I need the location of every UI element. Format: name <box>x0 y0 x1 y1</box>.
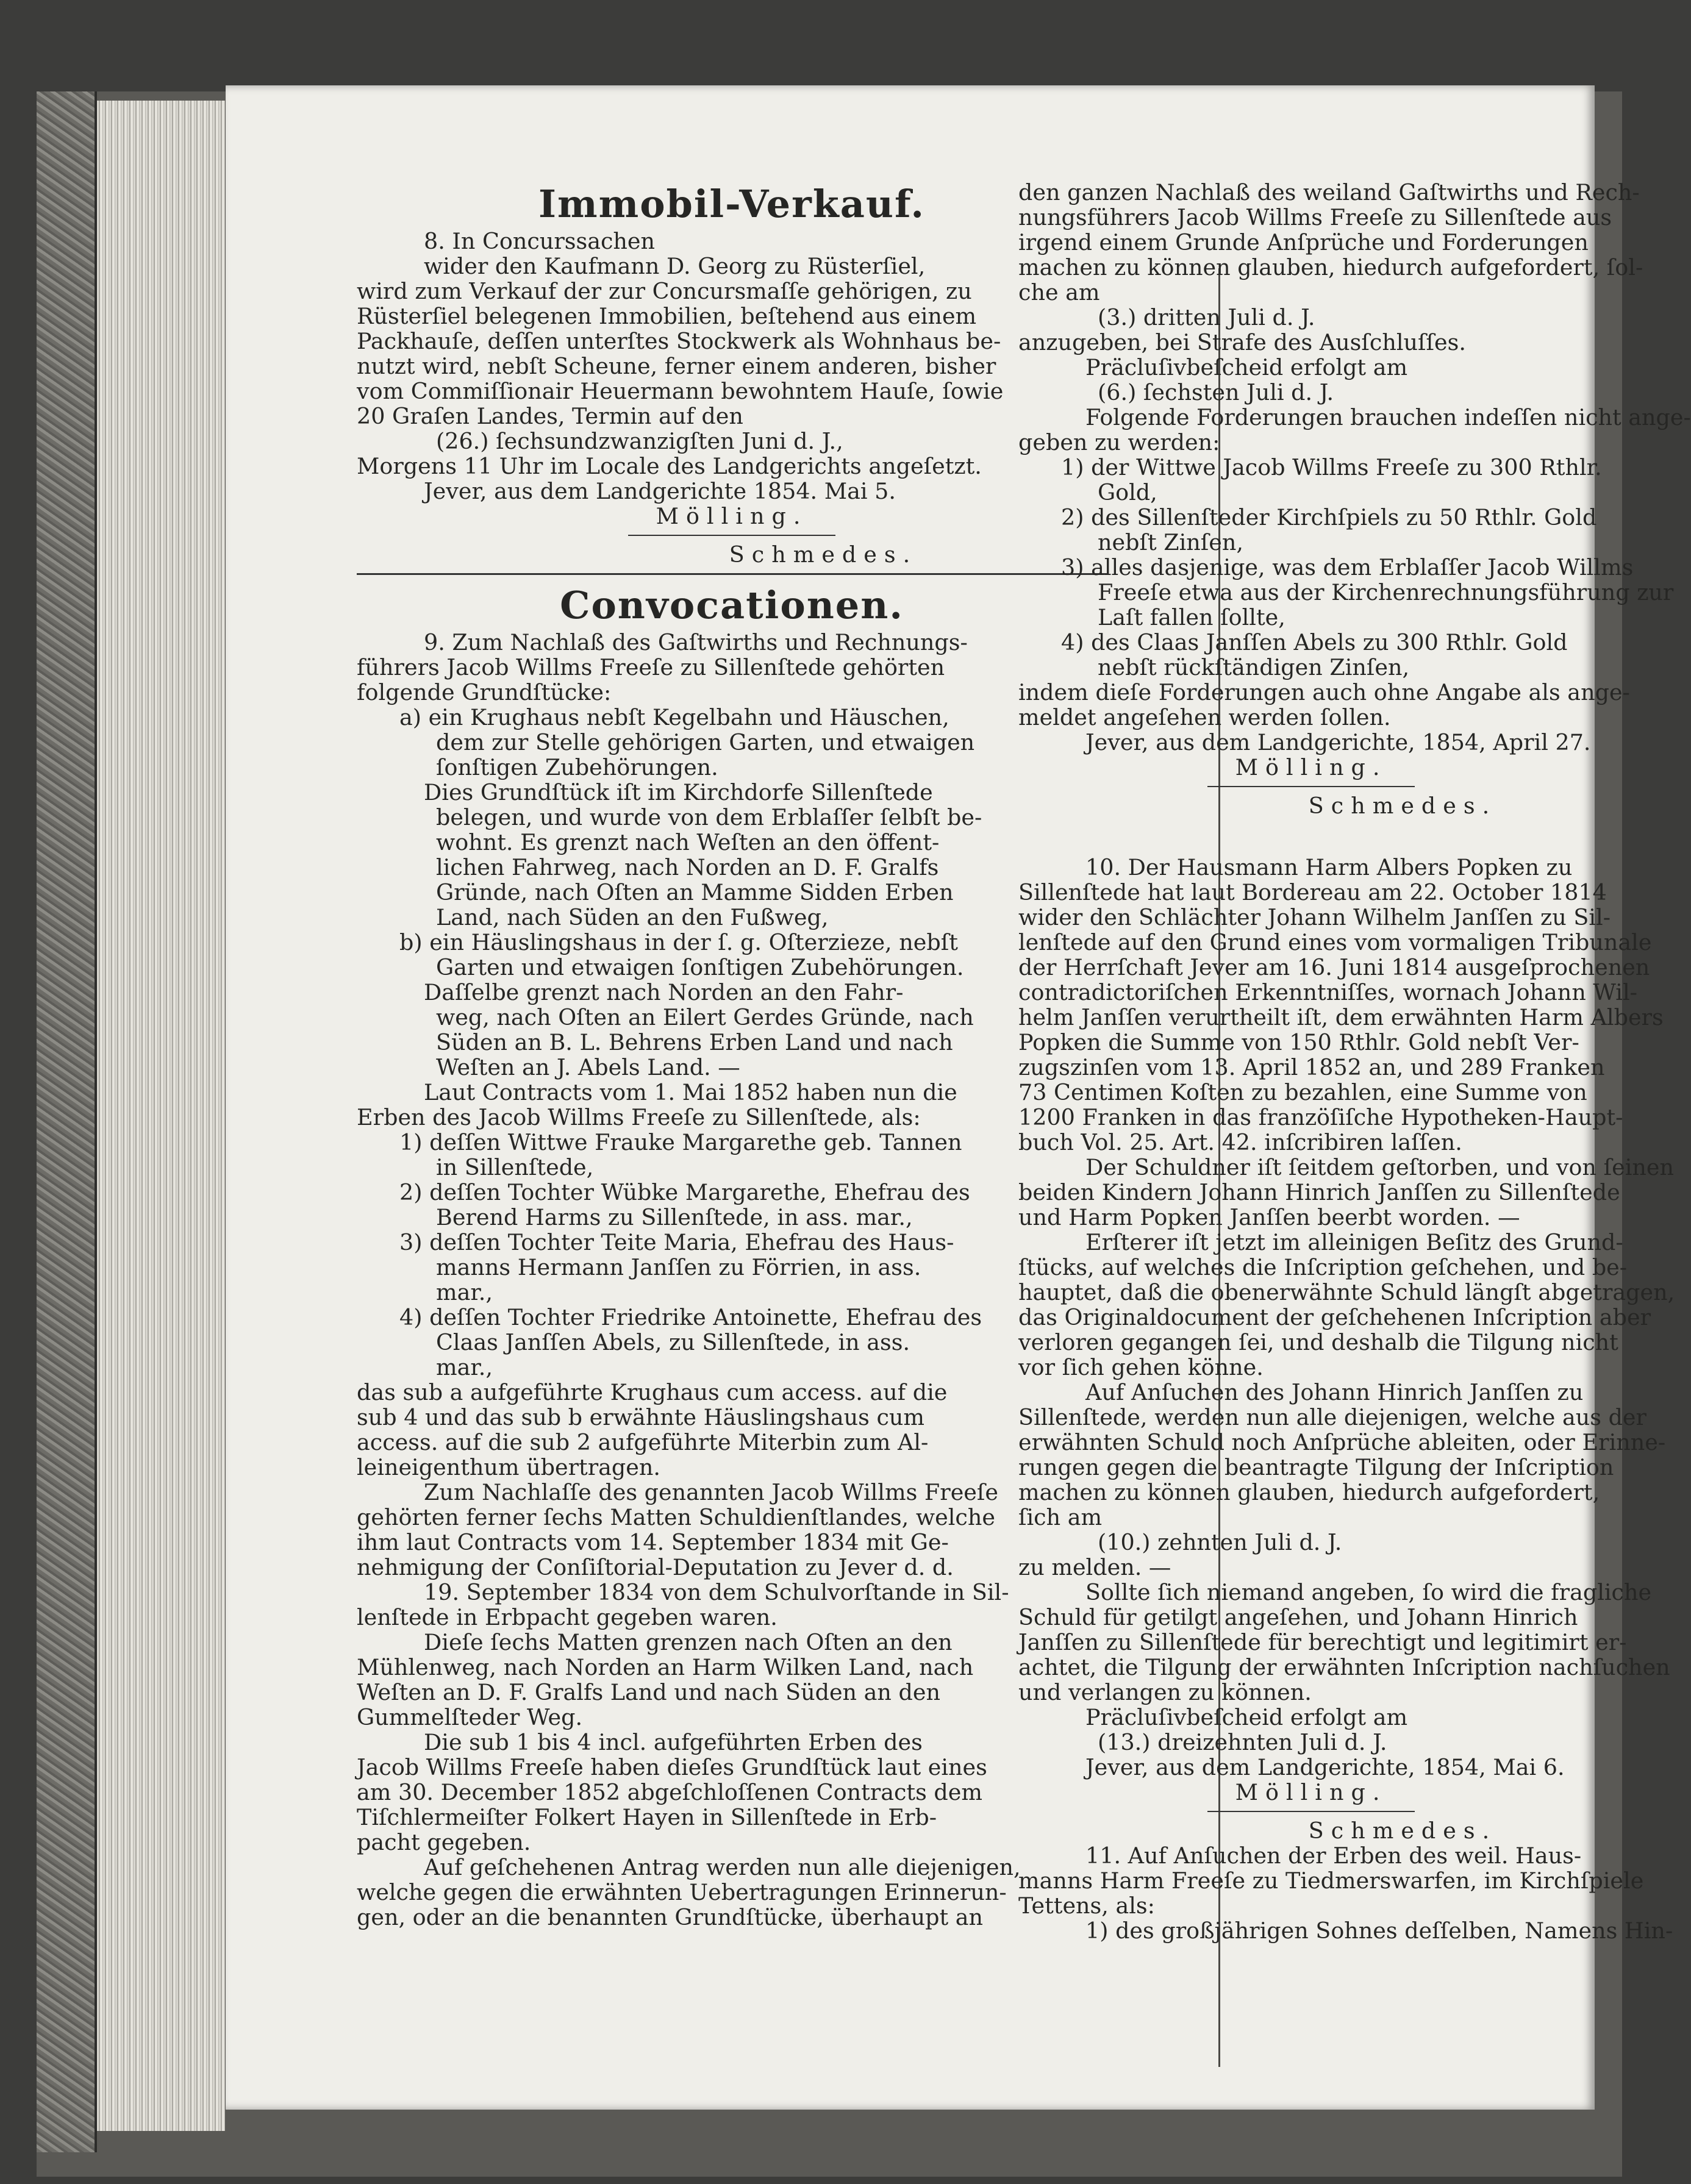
signature-moelling: Mölling. <box>656 503 808 529</box>
spacer <box>1018 818 1604 855</box>
text-line: 4) deſſen Tochter Friedrike Antoinette, Ehefrau des <box>399 1304 982 1330</box>
heading-convocationen: Convocationen. <box>560 583 904 627</box>
text-line: Jacob Willms Freeſe haben dieſes Grundſtück laut eines <box>357 1754 987 1780</box>
text-line: (13.) dreizehnten Juli d. J. <box>1098 1729 1387 1755</box>
text-line: Erben des Jacob Willms Freeſe zu Sillenſtede, als: <box>357 1104 921 1130</box>
text-line: Mühlenweg, nach Norden an Harm Wilken Land, nach <box>357 1654 974 1680</box>
text-line: wider den Kaufmann D. Georg zu Rüsterſiel, <box>424 253 926 279</box>
text-line: che am <box>1018 279 1100 305</box>
text-line: sub 4 und das sub b erwähnte Häuslingshaus cum <box>357 1404 925 1430</box>
text-line: Dieſe ſechs Matten grenzen nach Oſten an den <box>424 1629 953 1655</box>
signature-schmedes-3: Schmedes. <box>1308 1818 1497 1844</box>
text-line: nutzt wird, nebſt Scheune, ferner einem anderen, bisher <box>357 353 996 379</box>
text-line: achtet, die Tilgung der erwähnten Inſcription nachſuchen <box>1018 1654 1670 1680</box>
text-line: Zum Nachlaſſe des genannten Jacob Willms Freeſe <box>424 1479 999 1505</box>
text-line: ſtücks, auf welches die Inſcription geſchehen, und be- <box>1018 1254 1628 1280</box>
text-line: zugszinſen vom 13. April 1852 an, und 289 Franken <box>1018 1054 1605 1080</box>
text-line: das sub a aufgeführte Krughaus cum access. auf die <box>357 1379 948 1405</box>
text-line: (26.) ſechsundzwanzigſten Juni d. J., <box>436 428 843 454</box>
text-line: 1200 Franken in das franzöſiſche Hypotheken-Haupt- <box>1018 1104 1623 1130</box>
text-line: Dies Grundſtück iſt im Kirchdorfe Sillenſtede <box>424 779 933 805</box>
text-line: Berend Harms zu Sillenſtede, in ass. mar., <box>436 1204 913 1230</box>
text-line: nehmigung der Conſiſtorial-Deputation zu Jever d. d. <box>357 1554 954 1580</box>
text-line: manns Hermann Janſſen zu Förrien, in ass. <box>436 1254 921 1280</box>
text-line: mar., <box>436 1354 493 1380</box>
signature-schmedes: Schmedes. <box>729 541 918 568</box>
heading-immobil-verkauf: Immobil-Verkauf. <box>538 182 926 226</box>
text-line: a) ein Krughaus nebſt Kegelbahn und Häuschen, <box>399 704 949 730</box>
text-line: und Harm Popken Janſſen beerbt worden. — <box>1018 1204 1520 1230</box>
text-line: Gummelſteder Weg. <box>357 1704 583 1730</box>
text-line: Die sub 1 bis 4 incl. aufgeführten Erben des <box>424 1729 923 1755</box>
text-line: leineigenthum übertragen. <box>357 1454 660 1480</box>
text-line: Laut Contracts vom 1. Mai 1852 haben nun die <box>424 1079 957 1105</box>
text-line: in Sillenſtede, <box>436 1154 594 1180</box>
text-line: mar., <box>436 1279 493 1305</box>
text-line: lichen Fahrweg, nach Norden an D. F. Gralfs <box>436 854 939 880</box>
text-line: Weſten an J. Abels Land. — <box>436 1054 740 1080</box>
text-line: wohnt. Es grenzt nach Weſten an den öffent- <box>436 829 940 855</box>
text-line: Morgens 11 Uhr im Locale des Landgerichts angeſetzt. <box>357 453 982 479</box>
text-line: am 30. December 1852 abgeſchloſſenen Contracts dem <box>357 1779 982 1805</box>
text-line: Daſſelbe grenzt nach Norden an den Fahr- <box>424 979 904 1005</box>
text-line: welche gegen die erwähnten Uebertragungen Erinnerun- <box>357 1879 1007 1905</box>
text-line: Sillenſtede hat laut Bordereau am 22. October 1814 <box>1018 879 1607 905</box>
text-line: access. auf die sub 2 aufgeführte Miterbin zum Al- <box>357 1429 929 1455</box>
text-line: Folgende Forderungen brauchen indeſſen nicht ange- <box>1085 404 1691 430</box>
convocationen-text <box>357 630 1107 1930</box>
signature-schmedes-2: Schmedes. <box>1308 793 1497 819</box>
text-line: (3.) dritten Juli d. J. <box>1098 304 1315 330</box>
text-line: Weſten an D. F. Gralfs Land und nach Süden an den <box>357 1679 941 1705</box>
text-line: 3) deſſen Tochter Teite Maria, Ehefrau des Haus- <box>399 1229 954 1255</box>
signature-rule <box>628 535 835 536</box>
text-line: b) ein Häuslingshaus in der ſ. g. Oſterzieze, nebſt <box>399 929 958 955</box>
text-line: verloren gegangen ſei, und deshalb die Tilgung nicht <box>1018 1329 1618 1355</box>
text-line: gen, oder an die benannten Grundſtücke, überhaupt an <box>357 1904 984 1930</box>
text-line: Gründe, nach Oſten an Mamme Sidden Erben <box>436 879 954 905</box>
text-line: Garten und etwaigen ſonſtigen Zubehörungen. <box>436 954 964 980</box>
text-line: Packhauſe, deſſen unterſtes Stockwerk als Wohnhaus be- <box>357 328 1001 354</box>
text-line: ſich am <box>1018 1504 1103 1530</box>
text-line: Janſſen zu Sillenſtede für berechtigt und legitimirt er- <box>1018 1629 1627 1655</box>
immobil-text <box>357 229 1107 504</box>
text-line: Jever, aus dem Landgerichte 1854. Mai 5. <box>424 478 896 504</box>
text-line: Süden an B. L. Behrens Erben Land und nach <box>436 1029 953 1055</box>
right-text-c <box>1018 1843 1673 1944</box>
text-line: das Originaldocument der geſchehenen Inſcription aber <box>1018 1304 1651 1330</box>
text-line: Land, nach Süden an den Fußweg, <box>436 904 829 930</box>
page-stack-edges <box>97 101 225 2131</box>
text-line: nebſt Zinſen, <box>1098 529 1244 555</box>
text-line: geben zu werden: <box>1018 429 1220 455</box>
text-line: Popken die Summe von 150 Rthlr. Gold nebſt Ver- <box>1018 1029 1579 1055</box>
text-line: führers Jacob Willms Freeſe zu Sillenſtede gehörten <box>357 654 945 680</box>
text-line: ihm laut Contracts vom 14. September 1834 mit Ge- <box>357 1529 949 1555</box>
right-column-content <box>1018 179 1691 1944</box>
text-line: Erſterer iſt jetzt im alleinigen Beſitz des Grund- <box>1085 1229 1623 1255</box>
text-line: 1) deſſen Wittwe Frauke Margarethe geb. Tannen <box>399 1129 962 1155</box>
text-line: 11. Auf Anſuchen der Erben des weil. Haus- <box>1085 1843 1582 1869</box>
text-line: erwähnten Schuld noch Anſprüche ableiten, oder Erinne- <box>1018 1429 1666 1455</box>
text-line: 9. Zum Nachlaß des Gaſtwirths und Rechnungs- <box>424 629 968 655</box>
text-line: Jever, aus dem Landgerichte, 1854, Mai 6. <box>1085 1754 1565 1780</box>
right-text-b <box>1018 854 1675 1780</box>
text-line: beiden Kindern Johann Hinrich Janſſen zu Sillenſtede <box>1018 1179 1620 1205</box>
text-line: Laſt fallen ſollte, <box>1098 604 1285 630</box>
text-line: hauptet, daß die obenerwähnte Schuld längſt abgetragen, <box>1018 1279 1675 1305</box>
text-line: 8. In Concurssachen <box>424 228 656 254</box>
text-line: machen zu können glauben, hiedurch aufgefordert, <box>1018 1479 1600 1505</box>
text-line: nungsführers Jacob Willms Freeſe zu Sillenſtede aus <box>1018 204 1612 230</box>
text-line: Rüsterſiel belegenen Immobilien, beſtehend aus einem <box>357 303 977 329</box>
text-line: 73 Centimen Koſten zu bezahlen, eine Summe von <box>1018 1079 1587 1105</box>
signature-moelling-3: Mölling. <box>1235 1779 1387 1805</box>
text-line: 3) alles dasjenige, was dem Erblaſſer Jacob Willms <box>1061 554 1634 580</box>
text-line: helm Janſſen verurtheilt iſt, dem erwähnten Harm Albers <box>1018 1004 1664 1030</box>
text-line: Auf geſchehenen Antrag werden nun alle diejenigen, <box>424 1854 1021 1880</box>
text-line: 2) deſſen Tochter Wübke Margarethe, Ehefrau des <box>399 1179 970 1205</box>
signature-moelling-2: Mölling. <box>1235 754 1387 780</box>
text-line: manns Harm Freeſe zu Tiedmerswarfen, im Kirchſpiele <box>1018 1868 1644 1894</box>
text-line: 1) der Wittwe Jacob Willms Freeſe zu 300 Rthlr. <box>1061 454 1602 480</box>
text-line: wider den Schlächter Johann Wilhelm Janſſen zu Sil- <box>1018 904 1611 930</box>
text-line: (6.) ſechsten Juli d. J. <box>1098 379 1334 405</box>
text-line: Jever, aus dem Landgerichte, 1854, April 27. <box>1085 729 1591 755</box>
text-line: irgend einem Grunde Anſprüche und Forderungen <box>1018 229 1589 255</box>
text-line: Präcluſivbeſcheid erfolgt am <box>1085 1704 1408 1730</box>
text-line: lenſtede auf den Grund eines vom vormaligen Tribunale <box>1018 929 1652 955</box>
signature-rule-3 <box>1207 1811 1415 1812</box>
text-line: belegen, und wurde von dem Erblaſſer ſelbſt be- <box>436 804 982 830</box>
text-line: nebſt rückſtändigen Zinſen, <box>1098 654 1410 680</box>
text-line: Auf Anſuchen des Johann Hinrich Janſſen zu <box>1085 1379 1584 1405</box>
text-line: Tettens, als: <box>1018 1893 1155 1919</box>
text-line: rungen gegen die beantragte Tilgung der Inſcription <box>1018 1454 1614 1480</box>
left-column <box>357 180 1107 1930</box>
text-line: 4) des Claas Janſſen Abels zu 300 Rthlr. Gold <box>1061 629 1568 655</box>
text-line: der Herrſchaft Jever am 16. Juni 1814 ausgeſprochenen <box>1018 954 1650 980</box>
text-line: gehörten ferner ſechs Matten Schuldienſtlandes, welche <box>357 1504 995 1530</box>
signature-rule-2 <box>1207 786 1415 787</box>
text-line: pacht gegeben. <box>357 1829 531 1855</box>
text-line: indem dieſe Forderungen auch ohne Angabe als ange- <box>1018 679 1630 705</box>
text-line: lenſtede in Erbpacht gegeben waren. <box>357 1604 778 1630</box>
text-line: vor ſich gehen könne. <box>1018 1354 1264 1380</box>
text-line: Sillenſtede, werden nun alle diejenigen, welche aus der <box>1018 1404 1646 1430</box>
text-line: 10. Der Hausmann Harm Albers Popken zu <box>1085 854 1573 880</box>
text-line: anzugeben, bei Strafe des Ausſchluſſes. <box>1018 329 1466 355</box>
section-rule <box>357 573 1107 575</box>
text-line: ſonſtigen Zubehörungen. <box>436 754 718 780</box>
text-line: vom Commiſſionair Heuermann bewohntem Hauſe, ſowie <box>357 378 1004 404</box>
book-cover-edge <box>37 91 97 2152</box>
right-text-a <box>1018 179 1691 755</box>
text-line: machen zu können glauben, hiedurch aufgefordert, ſol- <box>1018 254 1643 280</box>
text-line: wird zum Verkauf der zur Concursmaſſe gehörigen, zu <box>357 278 972 304</box>
text-line: zu melden. — <box>1018 1554 1171 1580</box>
text-line: Freeſe etwa aus der Kirchenrechnungsführung zur <box>1098 579 1674 605</box>
text-line: dem zur Stelle gehörigen Garten, und etwaigen <box>436 729 975 755</box>
text-line: Sollte ſich niemand angeben, ſo wird die fragliche <box>1085 1579 1652 1605</box>
text-line: Claas Janſſen Abels, zu Sillenſtede, in ass. <box>436 1329 910 1355</box>
text-line: 1) des großjährigen Sohnes deſſelben, Namens Hin- <box>1085 1918 1673 1944</box>
text-line: weg, nach Oſten an Eilert Gerdes Gründe, nach <box>436 1004 974 1030</box>
text-line: 19. September 1834 von dem Schulvorſtande in Sil- <box>424 1579 1009 1605</box>
text-line: Schuld für getilgt angeſehen, und Johann Hinrich <box>1018 1604 1578 1630</box>
text-line: den ganzen Nachlaß des weiland Gaſtwirths und Rech- <box>1018 179 1640 205</box>
text-line: Tiſchlermeiſter Folkert Hayen in Sillenſtede in Erb- <box>357 1804 937 1830</box>
text-line: buch Vol. 25. Art. 42. inſcribiren laſſen. <box>1018 1129 1462 1155</box>
text-line: (10.) zehnten Juli d. J. <box>1098 1529 1342 1555</box>
text-line: contradictoriſchen Erkenntniſſes, wornach Johann Wil- <box>1018 979 1637 1005</box>
text-line: 2) des Sillenſteder Kirchſpiels zu 50 Rthlr. Gold <box>1061 504 1597 530</box>
text-line: meldet angeſehen werden ſollen. <box>1018 704 1391 730</box>
text-line: Präcluſivbeſcheid erfolgt am <box>1085 354 1408 380</box>
text-line: Der Schuldner iſt ſeitdem geſtorben, und von ſeinen <box>1085 1154 1674 1180</box>
text-line: Gold, <box>1098 479 1157 505</box>
text-line: und verlangen zu können. <box>1018 1679 1312 1705</box>
text-line: 20 Graſen Landes, Termin auf den <box>357 403 743 429</box>
text-line: folgende Grundſtücke: <box>357 679 612 705</box>
